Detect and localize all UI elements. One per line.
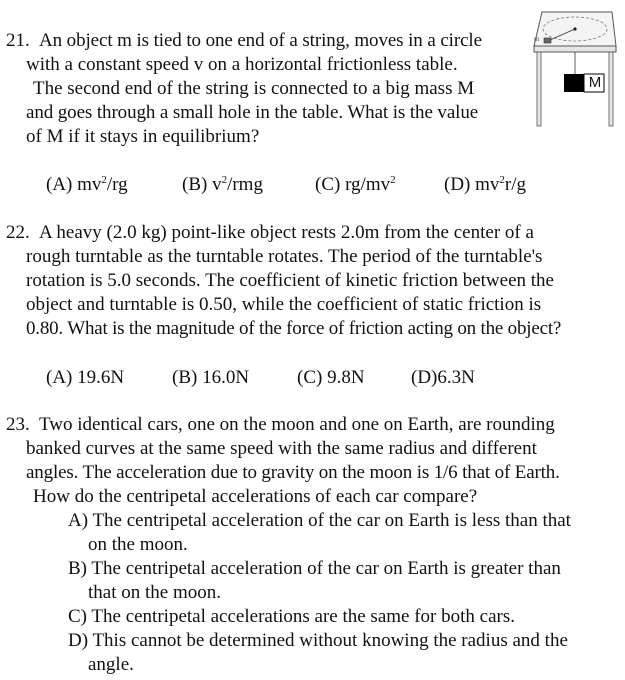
question-21-option-d[interactable] [444, 174, 526, 196]
option-a-text: (A) mv [46, 174, 102, 195]
option-d-line-2: angle. [88, 654, 134, 675]
question-22-line-3: rotation is 5.0 seconds. The coefficient of kinetic friction between the [26, 270, 554, 291]
cut-off-previous-text [0, 0, 625, 4]
question-22-number: 22. [6, 222, 30, 243]
question-23-line-3: angles. The acceleration due to gravity on the moon is 1/6 that of Earth. [26, 462, 560, 483]
question-21-option-a[interactable] [46, 174, 128, 196]
option-b-line-1: B) The centripetal acceleration of the car on Earth is greater than [68, 558, 561, 579]
option-d-exponent: 2 [499, 174, 505, 186]
question-21-line-2: with a constant speed v on a horizontal frictionless table. [26, 54, 458, 75]
option-b-line-2: that on the moon. [88, 582, 221, 603]
option-c-exponent: 2 [390, 174, 396, 186]
small-mass-label: m [534, 35, 540, 43]
big-mass-label: M [588, 74, 602, 91]
option-c-text: (C) rg/mv [315, 174, 391, 195]
option-c-line-1: C) The centripetal accelerations are the same for both cars. [68, 606, 515, 627]
question-22-option-c[interactable]: (C) 9.8N [297, 367, 365, 388]
question-21-line-4: and goes through a small hole in the table. What is the value [26, 102, 479, 123]
question-23-number: 23. [6, 414, 30, 435]
option-b-exponent: 2 [221, 174, 228, 186]
question-22-line-2: rough turntable as the turntable rotates. The period of the turntable's [26, 246, 543, 267]
question-21-line-5: of M if it stays in equilibrium? [26, 126, 260, 147]
question-22-line-5: 0.80. What is the magnitude of the force of friction acting on the object? [26, 318, 562, 339]
question-23-line-1: Two identical cars, one on the moon and one on Earth, are rounding [39, 414, 555, 435]
option-a-exponent: 2 [101, 174, 107, 186]
question-22-option-a[interactable]: (A) 19.6N [46, 367, 125, 388]
question-22-option-b[interactable]: (B) 16.0N [172, 367, 250, 388]
option-a-tail: /rg [106, 174, 128, 195]
question-21-option-b[interactable] [182, 174, 263, 196]
question-21-line-1: An object m is tied to one end of a string, moves in a circle [39, 30, 482, 51]
question-22-option-d[interactable]: (D)6.3N [411, 367, 475, 388]
option-d-line-1: D) This cannot be determined without knowing the radius and the [68, 630, 568, 651]
question-22-line-4: object and turntable is 0.50, while the coefficient of static friction is [26, 294, 542, 315]
table-diagram-figure [528, 6, 618, 136]
question-21-line-3: The second end of the string is connected to a big mass M [33, 78, 475, 99]
question-21-number: 21. [6, 30, 30, 51]
option-a-line-2: on the moon. [88, 534, 188, 555]
question-22-line-1: A heavy (2.0 kg) point-like object rests 2.0m from the center of a [39, 222, 534, 243]
question-23-line-2: banked curves at the same speed with the same radius and different [26, 438, 537, 459]
question-23-line-4: How do the centripetal accelerations of each car compare? [33, 486, 478, 507]
option-d-tail: r/g [504, 174, 527, 195]
option-b-tail: /rmg [227, 174, 263, 195]
option-b-text: (B) v [182, 174, 222, 195]
option-d-text: (D) mv [444, 174, 500, 195]
question-21-option-c[interactable] [315, 174, 396, 196]
option-a-line-1: A) The centripetal acceleration of the car on Earth is less than that [68, 510, 571, 531]
